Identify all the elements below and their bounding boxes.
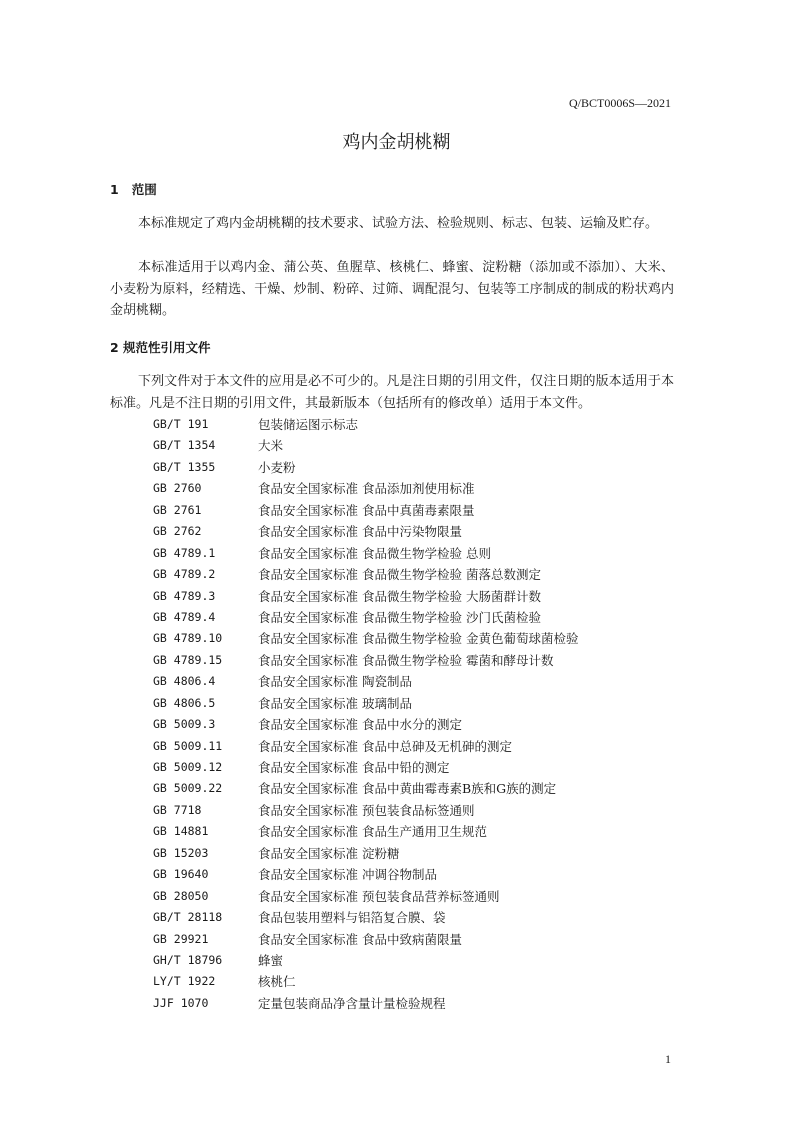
reference-code: GB 7718	[153, 802, 202, 817]
reference-name: 食品安全国家标准 食品微生物学检验 金黄色葡萄球菌检验	[258, 631, 579, 647]
reference-code: GB 5009.11	[153, 738, 223, 753]
document-title: 鸡内金胡桃糊	[342, 132, 451, 153]
section-2-heading: 2 规范性引用文件	[110, 340, 211, 355]
reference-code: LY/T 1922	[153, 974, 216, 989]
section-1-paragraph-2: 本标准适用于以鸡内金、蒲公英、鱼腥草、核桃仁、蜂蜜、淀粉糖（添加或不添加）、大米、小麦粉为原料，经精选、干燥、炒制、粉碎、过筛、调配混匀、包装等工序制成的制成的粉状鸡内金胡桃糊。	[110, 260, 674, 318]
reference-name: 包装储运图示标志	[258, 417, 359, 432]
reference-code: GB 4789.10	[153, 631, 223, 646]
reference-name: 食品安全国家标准 预包装食品标签通则	[258, 802, 475, 818]
reference-code: GB/T 1354	[153, 438, 216, 453]
reference-name: 食品安全国家标准 食品微生物学检验 菌落总数测定	[258, 567, 541, 583]
reference-name: 食品安全国家标准 陶瓷制品	[258, 674, 412, 690]
reference-name: 食品安全国家标准 食品微生物学检验 大肠菌群计数	[258, 588, 541, 604]
reference-name: 食品安全国家标准 食品中污染物限量	[258, 524, 462, 540]
reference-code: GB 2761	[153, 502, 202, 517]
reference-code: GB 2760	[153, 481, 202, 496]
reference-name: 食品安全国家标准 食品添加剂使用标准	[258, 481, 475, 497]
reference-code: GB 14881	[153, 824, 209, 839]
section-1-paragraph-1: 本标准规定了鸡内金胡桃糊的技术要求、试验方法、检验规则、标志、包装、运输及贮存。	[138, 216, 659, 231]
reference-code: GB 4789.1	[153, 545, 216, 560]
reference-code: GB 4806.4	[153, 674, 216, 689]
reference-name: 小麦粉	[258, 459, 296, 475]
reference-name: 食品安全国家标准 食品中真菌毒素限量	[258, 502, 475, 518]
reference-code: GB 29921	[153, 931, 209, 946]
reference-code: GB/T 191	[153, 417, 209, 431]
reference-name: 食品安全国家标准 冲调谷物制品	[258, 867, 437, 883]
reference-name: 大米	[258, 438, 284, 454]
reference-code: GB 4789.15	[153, 652, 223, 667]
reference-code: GB 2762	[153, 524, 202, 539]
reference-code: GB 4789.2	[153, 567, 216, 582]
reference-name: 定量包装商品净含量计量检验规程	[258, 995, 446, 1011]
reference-code: GB 15203	[153, 845, 209, 860]
reference-name: 食品安全国家标准 食品中铅的测定	[258, 760, 450, 775]
reference-code: GB 5009.3	[153, 717, 216, 732]
reference-name: 食品安全国家标准 食品微生物学检验 沙门氏菌检验	[258, 609, 541, 625]
reference-name: 食品安全国家标准 食品中黄曲霉毒素B族和G族的测定	[258, 781, 557, 797]
section-2-paragraph: 下列文件对于本文件的应用是必不可少的。凡是注日期的引用文件，仅注日期的版本适用于本标准。凡是不注日期的引用文件，其最新版本（包括所有的修改单）适用于本文件。	[110, 374, 674, 411]
reference-name: 食品安全国家标准 食品微生物学检验 霉菌和酵母计数	[258, 652, 554, 668]
reference-code: GB/T 1355	[153, 459, 216, 474]
reference-name: 食品包装用塑料与铝箔复合膜、袋	[258, 910, 446, 926]
reference-code: GB/T 28118	[153, 910, 223, 925]
reference-name: 核桃仁	[258, 974, 296, 990]
reference-name: 食品安全国家标准 食品中水分的测定	[258, 717, 462, 733]
reference-code: GB 4806.5	[153, 695, 216, 710]
reference-code: JJF 1070	[153, 995, 209, 1010]
section-1-heading: 1 范围	[110, 182, 157, 197]
page-number: 1	[665, 1052, 671, 1066]
reference-code: GB 19640	[153, 867, 209, 882]
reference-name: 食品安全国家标准 预包装食品营养标签通则	[258, 888, 500, 904]
reference-name: 食品安全国家标准 淀粉糖	[258, 845, 400, 861]
reference-name: 食品安全国家标准 玻璃制品	[258, 695, 412, 711]
reference-code: GB 4789.4	[153, 609, 216, 624]
reference-code: GB 4789.3	[153, 588, 216, 603]
reference-code: GB 5009.22	[153, 781, 223, 796]
reference-name: 食品安全国家标准 食品微生物学检验 总则	[258, 545, 491, 561]
reference-name: 食品安全国家标准 食品中总砷及无机砷的测定	[258, 738, 512, 754]
reference-name: 食品安全国家标准 食品中致病菌限量	[258, 931, 462, 947]
reference-code: GH/T 18796	[153, 952, 223, 967]
reference-name: 蜂蜜	[258, 952, 284, 968]
reference-code: GB 28050	[153, 888, 209, 903]
reference-code: GB 5009.12	[153, 760, 223, 774]
reference-name: 食品安全国家标准 食品生产通用卫生规范	[258, 824, 487, 840]
document-code: Q/BCT0006S—2021	[568, 96, 671, 110]
